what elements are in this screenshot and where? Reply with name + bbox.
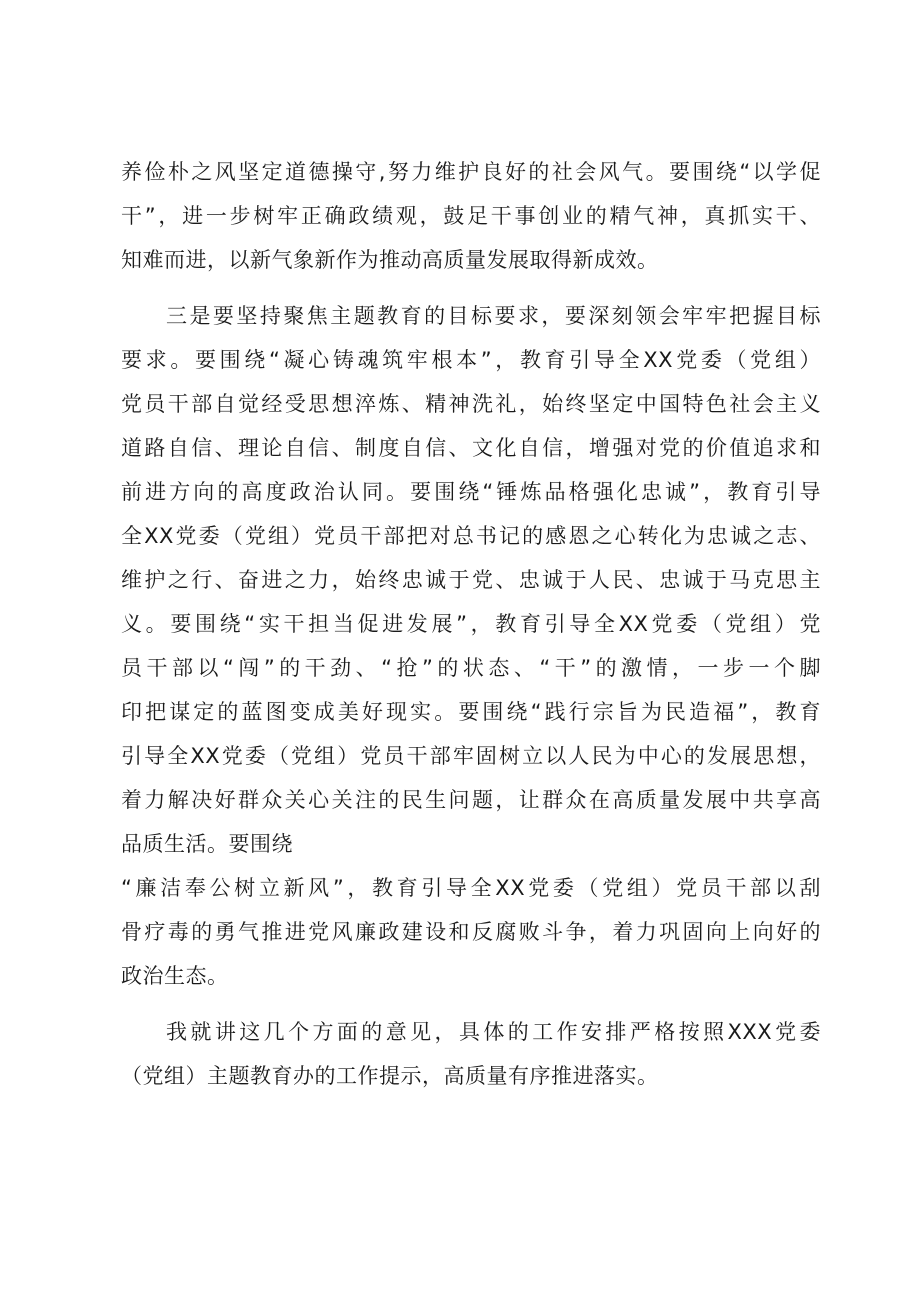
text-line: （党组）主题教育办的工作提示，高质量有序推进落实。 <box>121 1064 659 1088</box>
text-line: 我就讲这几个方面的意见，具体的工作安排严格按照XXX党委 <box>166 1020 821 1044</box>
paragraph-3 <box>121 1010 821 1098</box>
text-line: 义。要围绕“实干担当促进发展”，教育引导全XX党委（党组）党 <box>121 612 821 636</box>
paragraph-2 <box>121 294 821 998</box>
text-line: 引导全XX党委（党组）党员干部牢固树立以人民为中心的发展思想， <box>121 744 821 768</box>
text-line: 知难而进，以新气象新作为推动高质量发展取得新成效。 <box>121 248 659 272</box>
document-body <box>121 150 821 1098</box>
text-line: 政治生态。 <box>121 964 229 988</box>
text-line: 干”，进一步树牢正确政绩观，鼓足干事创业的精气神，真抓实干、 <box>121 204 821 228</box>
text-line: 骨疗毒的勇气推进党风廉政建设和反腐败斗争，着力巩固向上向好的 <box>121 920 821 944</box>
paragraph-1 <box>121 150 821 282</box>
text-line: 全XX党委（党组）党员干部把对总书记的感恩之心转化为忠诚之志、 <box>121 524 821 548</box>
text-line: 维护之行、奋进之力，始终忠诚于党、忠诚于人民、忠诚于马克思主 <box>121 568 821 592</box>
text-line: 员干部以“闯”的干劲、“抢”的状态、“干”的激情，一步一个脚 <box>121 656 821 680</box>
text-line: “廉洁奉公树立新风”，教育引导全XX党委（党组）党员干部以刮 <box>121 876 821 900</box>
text-line: 前进方向的高度政治认同。要围绕“锤炼品格强化忠诚”，教育引导 <box>121 480 821 504</box>
text-line: 着力解决好群众关心关注的民生问题，让群众在高质量发展中共享高 <box>121 788 821 812</box>
text-line: 品质生活。要围绕 <box>121 832 293 856</box>
text-line: 要求。要围绕“凝心铸魂筑牢根本”，教育引导全XX党委（党组） <box>121 348 821 372</box>
text-line: 道路自信、理论自信、制度自信、文化自信，增强对党的价值追求和 <box>121 436 821 460</box>
text-line: 印把谋定的蓝图变成美好现实。要围绕“践行宗旨为民造福”，教育 <box>121 700 821 724</box>
text-line: 三是要坚持聚焦主题教育的目标要求，要深刻领会牢牢把握目标 <box>166 304 821 328</box>
text-line: 党员干部自觉经受思想淬炼、精神洗礼，始终坚定中国特色社会主义 <box>121 392 821 416</box>
text-line: 养俭朴之风坚定道德操守,努力维护良好的社会风气。要围绕“以学促 <box>121 160 821 184</box>
